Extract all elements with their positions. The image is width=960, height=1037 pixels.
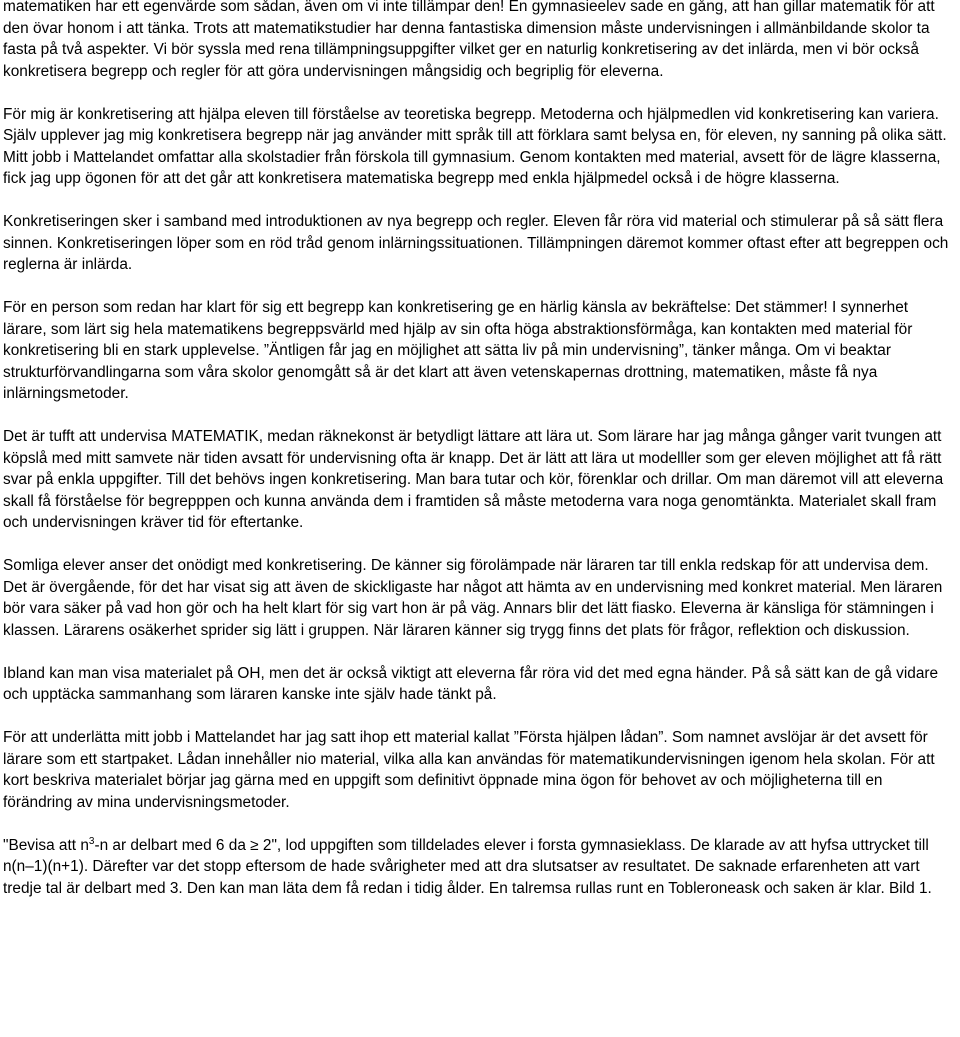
paragraph-8: För att underlätta mitt jobb i Mattelandet har jag satt ihop ett material kallat ”Första hjälpen lådan”. Som namnet avslöjar är det avsett för lärare som ett startpaket. Lådan innehåller nio material, vilka alla kan användas för matematikundervisningen igenom hela skolan. För att kort beskriva materialet börjar jag gärna med en uppgift som definitivt öppnade mina ögon för behovet av och möjligheterna till en förändring av mina undervisningsmetoder. bbox=[3, 729, 935, 811]
paragraph-5: Det är tufft att undervisa MATEMATIK, medan räknekonst är betydligt lättare att lära ut. Som lärare har jag många gånger varit tvungen att köpslå med mitt samvete när tiden avsatt för undervisning ofta är knapp. Det är lätt att lära ut modelller som ger eleven möjlighet att få rätt svar på enkla uppgifter. Till det behövs ingen konkretisering. Man bara tutar och kör, förenklar och drillar. Om man däremot vill att eleverna skall få förståelse för begrepppen och kunna använda dem i framtiden så måste metoderna vara noga genomtänkta. Materialet skall fram och undervisningen kräver tid för eftertanke. bbox=[3, 428, 944, 531]
paragraph-2: För mig är konkretisering att hjälpa eleven till förståelse av teoretiska begrepp. Metoderna och hjälpmedlen vid konkretisering kan variera. Själv upplever jag mig konkretisera begrepp när jag använder mitt språk till att förklara samt belysa en, för eleven, ny sanning på olika sätt. Mitt jobb i Mattelandet omfattar alla skolstadier från förskola till gymnasium. Genom kontakten med material, avsett för de lägre klasserna, fick jag upp ögonen för att det går att konkretisera matematiska begrepp med enkla hjälpmedel också i de högre klasserna. bbox=[3, 105, 947, 187]
paragraph-9 bbox=[3, 835, 955, 900]
paragraph-1: matematiken har ett egenvärde som sådan, även om vi inte tillämpar den! En gymnasieelev sade en gång, att han gillar matematik för att den övar honom i att tänka. Trots att matematikstudier har denna fantastiska dimension måste undervisningen i allmänbildande skolor ta fasta på två aspekter. Vi bör syssla med rena tillämpningsuppgifter vilket ger en naturlig konkretisering av det inlärda, men vi bör också konkretisera begrepp och regler för att göra undervisningen mångsidig och begriplig för eleverna. bbox=[3, 0, 935, 80]
paragraph-9-rest: -n ar delbart med 6 da ≥ 2", lod uppgiften som tilldelades elever i forsta gymnasieklass. De klarade av att hyfsa uttrycket till n(n–1)(n+1). Därefter var det stopp eftersom de hade svårigheter med att dra slutsatser av resultatet. De saknade erfarenheten att vart tredje tal är delbart med 3. Den kan man läta dem få redan i tidig ålder. En talremsa rullas runt en Tobleroneask och saken är klar. Bild 1. bbox=[3, 836, 932, 897]
paragraph-7: Ibland kan man visa materialet på OH, men det är också viktigt att eleverna får röra vid det med egna händer. På så sätt kan de gå vidare och upptäcka sammanhang som läraren kanske inte själv hade tänkt på. bbox=[3, 664, 939, 703]
paragraph-4: För en person som redan har klart för sig ett begrepp kan konkretisering ge en härlig känsla av bekräftelse: Det stämmer! I synnerhet lärare, som lärt sig hela matematikens begreppsvärld med hjälp av sin ofta höga abstraktionsförmåga, kan kontakten med material för konkretisering bli en stark upplevelse. ”Äntligen får jag en möjlighet att sätta liv på min undervisning”, tänker många. Om vi beaktar strukturförvandlingarna som våra skolor genomgått så är det klart att även vetenskapernas drottning, matematiken, måste få nya inlärningsmetoder. bbox=[3, 299, 913, 402]
paragraph-3: Konkretiseringen sker i samband med introduktionen av nya begrepp och regler. Eleven får röra vid material och stimulerar på så sätt flera sinnen. Konkretiseringen löper som en röd tråd genom inlärningssituationen. Tillämpningen däremot kommer oftast efter att begreppen och reglerna är inlärda. bbox=[3, 213, 949, 273]
exponent: 3 bbox=[88, 835, 95, 847]
document-page bbox=[3, 0, 955, 899]
paragraph-9-start: "Bevisa att n bbox=[3, 836, 89, 854]
paragraph-6: Somliga elever anser det onödigt med konkretisering. De känner sig förolämpade när läraren tar till enkla redskap för att undervisa dem. Det är övergående, för det har visat sig att även de skickligaste har något att hämta av en undervisning med konkret material. Men läraren bör vara säker på vad hon gör och ha helt klart för sig vart hon är på väg. Annars blir det lätt fiasko. Eleverna är känsliga för stämningen i klassen. Lärarens osäkerhet sprider sig lätt i gruppen. När läraren känner sig trygg finns det plats för frågor, reflektion och diskussion. bbox=[3, 557, 943, 639]
